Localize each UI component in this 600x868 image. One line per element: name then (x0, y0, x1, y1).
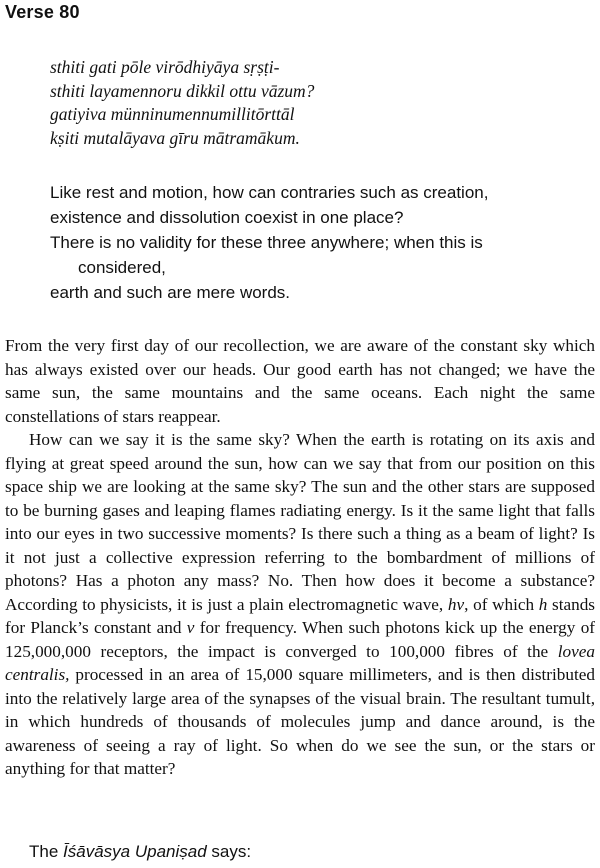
translation-line: earth and such are mere words. (50, 283, 291, 302)
upanisad-intro (29, 842, 251, 862)
verse-heading: Verse 80 (5, 2, 80, 22)
paragraph-text: , of which (464, 594, 535, 614)
paragraph-text: for frequency. When such photons kick up the energy of 125,000,000 receptors, the impact is converged to 100,000 fibres of the (5, 618, 596, 661)
commentary-paragraph (5, 428, 595, 781)
intro-prefix: The (29, 842, 59, 861)
transliteration-line: sthiti layamennoru dikkil ottu vāzum? (50, 80, 315, 101)
upanisad-title: Īśāvāsya Upaniṣad (63, 842, 207, 861)
translation-line: There is no validity for these three anywhere; when this is (50, 233, 483, 252)
term-lovea-centralis: lovea centralis, (5, 641, 595, 684)
verse-transliteration (50, 56, 314, 150)
symbol-v: v (186, 618, 195, 637)
paragraph-text: stands for Planck’s constant and (5, 594, 595, 637)
translation-line: existence and dissolution coexist in one place? (50, 208, 404, 227)
intro-suffix: says: (211, 842, 252, 861)
transliteration-line: gatiyiva münninumennumillitōrttāl (50, 104, 295, 124)
commentary (5, 334, 595, 781)
transliteration-line: sthiti gati pōle virōdhiyāya sṛṣṭi- (50, 57, 280, 77)
verse-translation (50, 180, 570, 305)
paragraph-text: How can we say it is the same sky? When the earth is rotating on its axis and flying at great speed around the sun, how can we say that from our position on this space ship we are looking at the same sky? The sun and the other stars are supposed to be burning gases and leaping flames radiating energy. Is it the same light that falls into our eyes in two successive moments? Is there such a thing as a beam of light? Is it not just a collective expression referring to the bombardment of millions of photons? Has a photon any mass? No. Then how does it become a substance? According to physicists, it is just a plain electromagnetic wave, (5, 430, 595, 614)
commentary-paragraph: From the very first day of our recollection, we are aware of the constant sky which has always existed over our heads. Our good earth has not changed; we have the same sun, the same mountains and the same oceans. Each night the same constellations of stars reappear. (5, 336, 595, 426)
translation-line: considered, (78, 258, 166, 277)
paragraph-text: processed in an area of 15,000 square millimeters, and is then distributed into the relatively large area of the synapses of the visual brain. The resultant tumult, in which hundreds of thousands of molecules jump and dance around, is the awareness of seeing a ray of light. So when do we see the sun, or the stars or anything for that matter? (5, 665, 595, 778)
symbol-h: h (538, 594, 548, 614)
translation-line: Like rest and motion, how can contraries such as creation, (50, 183, 489, 202)
transliteration-line: kṣiti mutalāyava gīru mātramākum. (50, 127, 300, 148)
formula-hv: hv (447, 594, 465, 614)
